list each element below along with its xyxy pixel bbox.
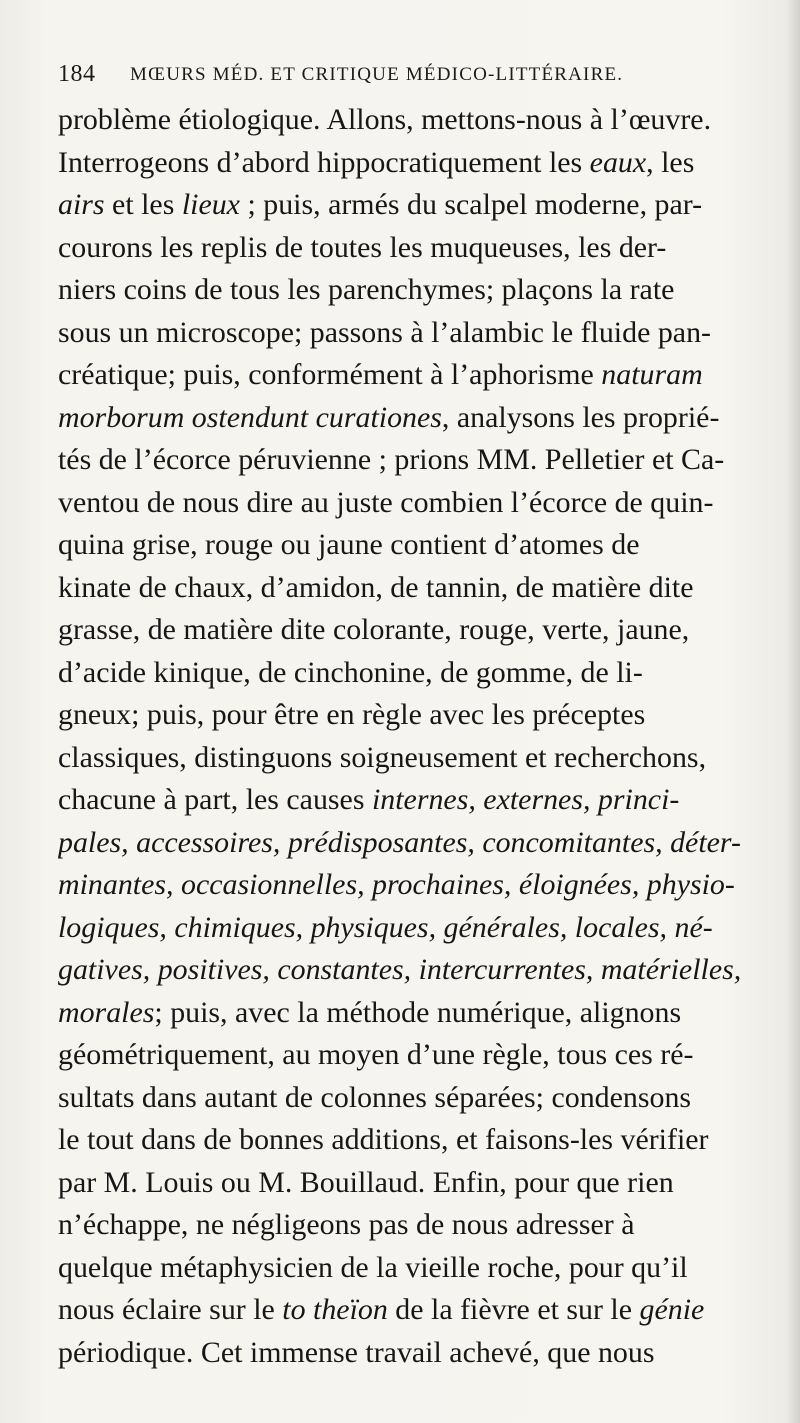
text-line bbox=[58, 397, 774, 440]
text-line bbox=[58, 907, 774, 950]
text-line bbox=[58, 567, 774, 610]
text-line bbox=[58, 992, 774, 1035]
text-span: problème étiologique. Allons, mettons-nous à l’œuvre. bbox=[58, 103, 712, 136]
text-line bbox=[58, 1119, 774, 1162]
page-edge-shadow bbox=[786, 0, 800, 1423]
text-line bbox=[58, 184, 774, 227]
text-span: ventou de nous dire au juste combien l’écorce de quin- bbox=[58, 485, 714, 519]
text-line bbox=[58, 1162, 774, 1205]
text-line bbox=[58, 1034, 774, 1077]
italic-span: to theïon bbox=[282, 1293, 388, 1326]
text-span: sous un microscope; passons à l’alambic le fluide pan- bbox=[58, 315, 712, 349]
text-line bbox=[58, 312, 774, 355]
text-line bbox=[58, 524, 774, 567]
text-line bbox=[58, 822, 774, 865]
text-line bbox=[58, 269, 774, 312]
body-text bbox=[58, 99, 778, 1374]
text-span: grasse, de matière dite colorante, rouge, verte, jaune, bbox=[58, 613, 690, 646]
text-line bbox=[58, 439, 774, 482]
text-span: , analysons les proprié- bbox=[441, 400, 720, 434]
text-line bbox=[58, 99, 774, 142]
text-line bbox=[58, 652, 774, 695]
running-title: MŒURS MÉD. ET CRITIQUE MÉDICO-LITTÉRAIRE. bbox=[130, 64, 624, 85]
text-line bbox=[58, 1289, 774, 1332]
text-span: ; puis, avec la méthode numérique, alignons bbox=[154, 995, 682, 1029]
text-line bbox=[58, 864, 774, 907]
text-span: géométriquement, au moyen d’une règle, tous ces ré- bbox=[58, 1038, 694, 1071]
text-line bbox=[58, 1247, 774, 1290]
page-number: 184 bbox=[58, 61, 96, 87]
text-line bbox=[58, 694, 774, 737]
text-line bbox=[58, 1077, 774, 1120]
text-span: sultats dans autant de colonnes séparées; condensons bbox=[58, 1080, 692, 1114]
text-span: par M. Louis ou M. Bouillaud. Enfin, pour que rien bbox=[58, 1165, 674, 1199]
text-line bbox=[58, 779, 774, 822]
text-span: tés de l’écorce péruvienne ; prions MM. Pelletier et Ca- bbox=[58, 443, 725, 476]
text-span: , les bbox=[646, 145, 695, 179]
text-span: d’acide kinique, de cinchonine, de gomme, de li- bbox=[58, 655, 643, 689]
italic-span: internes, externes, princi- bbox=[371, 783, 680, 816]
text-span: le tout dans de bonnes additions, et faisons-les vérifier bbox=[58, 1123, 709, 1156]
text-line bbox=[58, 1204, 774, 1247]
text-span: n’échappe, ne négligeons pas de nous adresser à bbox=[58, 1208, 635, 1241]
italic-span: pales, accessoires, prédisposantes, concomitantes, déter- bbox=[58, 825, 741, 859]
italic-span: morales bbox=[58, 995, 155, 1029]
text-line bbox=[58, 354, 774, 397]
text-line bbox=[58, 227, 774, 270]
italic-span: minantes, occasionnelles, prochaines, éloignées, physio- bbox=[58, 868, 735, 901]
text-span: chacune à part, les causes bbox=[58, 783, 372, 816]
text-line bbox=[58, 1332, 774, 1375]
text-span: créatique; puis, conformément à l’aphorisme bbox=[58, 358, 602, 391]
text-line bbox=[58, 949, 774, 992]
italic-span: airs bbox=[58, 188, 105, 221]
italic-span: gatives, positives, constantes, intercurrentes, matérielles, bbox=[58, 953, 742, 986]
text-span: niers coins de tous les parenchymes; plaçons la rate bbox=[58, 273, 675, 306]
text-span: kinate de chaux, d’amidon, de tannin, de matière dite bbox=[58, 570, 694, 604]
text-span: et les bbox=[104, 188, 182, 221]
italic-span: morborum ostendunt curationes bbox=[58, 400, 442, 434]
italic-span: eaux bbox=[589, 145, 647, 179]
text-line bbox=[58, 737, 774, 780]
text-line bbox=[58, 142, 774, 185]
text-span: courons les replis de toutes les muqueuses, les der- bbox=[58, 230, 667, 264]
text-span: quina grise, rouge ou jaune contient d’atomes de bbox=[58, 528, 640, 561]
text-span: gneux; puis, pour être en règle avec les préceptes bbox=[58, 698, 646, 731]
page-header bbox=[58, 58, 778, 90]
italic-span: lieux bbox=[181, 188, 240, 221]
text-span: classiques, distinguons soigneusement et recherchons, bbox=[58, 740, 707, 774]
italic-span: logiques, chimiques, physiques, générales, locales, né- bbox=[58, 910, 713, 944]
text-span: quelque métaphysicien de la vieille roche, pour qu’il bbox=[58, 1250, 688, 1284]
text-line bbox=[58, 609, 774, 652]
text-span: Interrogeons d’abord hippocratiquement les bbox=[58, 145, 590, 179]
text-span: nous éclaire sur le bbox=[58, 1293, 283, 1326]
italic-span: naturam bbox=[601, 358, 703, 391]
text-span: de la fièvre et sur le bbox=[387, 1293, 640, 1326]
text-span: ; puis, armés du scalpel moderne, par- bbox=[239, 188, 703, 221]
text-line bbox=[58, 482, 774, 525]
italic-span: génie bbox=[639, 1293, 705, 1326]
text-span: périodique. Cet immense travail achevé, que nous bbox=[58, 1335, 655, 1369]
